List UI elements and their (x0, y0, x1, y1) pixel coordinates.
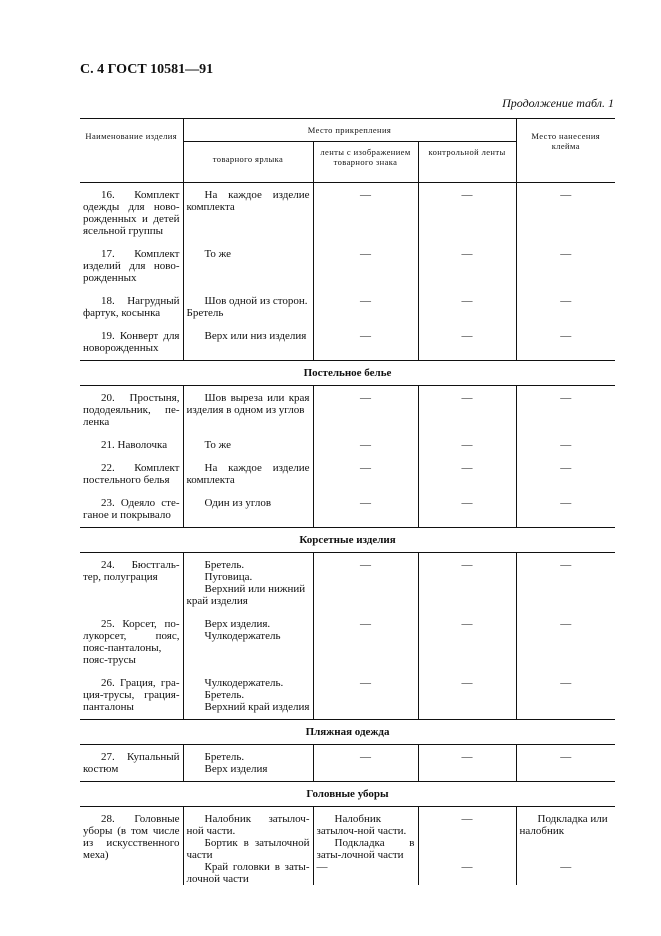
label-place (183, 807, 313, 886)
control-line: — (461, 813, 473, 825)
label-line: Бретель. (204, 689, 245, 701)
stamp-place: — (516, 330, 615, 361)
ribbon-place: — (313, 183, 418, 249)
ribbon-place: — (313, 439, 418, 462)
ribbon-place: — (313, 618, 418, 677)
control-ribbon: — (418, 439, 516, 462)
section-row (80, 361, 615, 386)
label-line: Верх изделия. (204, 618, 271, 630)
control-line: — (461, 861, 473, 873)
table-row (80, 439, 615, 462)
page-title: С. 4 ГОСТ 10581—91 (80, 62, 214, 77)
label-place: Один из углов (183, 497, 313, 528)
item-name: 17. Комплект изделий для ново-рожденных (83, 248, 180, 284)
ribbon-place (313, 807, 418, 886)
label-place (183, 618, 313, 677)
table-row (80, 677, 615, 720)
header-label: товарного ярлыка (183, 142, 313, 183)
stamp-place: — (516, 248, 615, 295)
table-row (80, 497, 615, 528)
section-title: Корсетные изделия (80, 528, 615, 553)
ribbon-place: — (313, 745, 418, 782)
item-name: 18. Нагрудный фартук, косынка (83, 295, 180, 319)
ribbon-place: — (313, 462, 418, 497)
item-name: 28. Головные уборы (в том числе из искусственного меха) (83, 813, 180, 861)
ribbon-line: — (316, 861, 328, 873)
stamp-place: — (516, 677, 615, 720)
control-ribbon: — (418, 745, 516, 782)
table-row (80, 248, 615, 295)
ribbon-place: — (313, 330, 418, 361)
table-row (80, 330, 615, 361)
attachment-table (80, 118, 615, 885)
label-place: На каждое изделие комплекта (183, 183, 313, 249)
item-name: 23. Одеяло сте-ганое и покрывало (80, 497, 183, 528)
section-title: Постельное белье (80, 361, 615, 386)
item-name: 16. Комплект одежды для ново-рожденных и детей ясельной группы (83, 189, 180, 237)
label-line: Бортик в затылочной части (186, 837, 310, 861)
table-row (80, 462, 615, 497)
header-item-name: Наименование изделия (80, 119, 183, 183)
control-ribbon: — (418, 248, 516, 295)
label-line: Чулкодержатель (204, 630, 281, 642)
item-name: 25. Корсет, по-лукорсет, пояс, пояс-панталоны, пояс-трусы (83, 618, 180, 666)
stamp-place: — (516, 497, 615, 528)
section-row (80, 528, 615, 553)
control-ribbon: — (418, 553, 516, 619)
label-line: Бретель. (204, 751, 245, 763)
label-place: То же (183, 248, 313, 295)
stamp-place: — (516, 618, 615, 677)
table-row (80, 745, 615, 782)
table-continuation-note: Продолжение табл. 1 (502, 96, 614, 110)
item-name: 24. Бюстгаль-тер, полуграция (83, 559, 180, 583)
section-title: Пляжная одежда (80, 720, 615, 745)
control-ribbon: — (418, 618, 516, 677)
label-place (183, 745, 313, 782)
item-name: 26. Грация, гра-ция-трусы, грация-панталоны (80, 677, 183, 720)
ribbon-place: — (313, 677, 418, 720)
stamp-place (516, 807, 615, 886)
header-attachment-place: Место прикрепления (183, 119, 516, 142)
item-name: 21. Наволочка (101, 439, 168, 451)
label-place: На каждое изделие комплекта (183, 462, 313, 497)
ribbon-line: Подкладка в заты-лочной части (316, 837, 415, 861)
control-ribbon: — (418, 330, 516, 361)
ribbon-place: — (313, 386, 418, 440)
label-line: Налобник затылоч-ной части. (186, 813, 310, 837)
stamp-place: — (516, 295, 615, 330)
section-row (80, 782, 615, 807)
label-place: То же (183, 439, 313, 462)
stamp-place: — (516, 439, 615, 462)
label-line: Верх изделия (204, 763, 268, 775)
control-ribbon: — (418, 295, 516, 330)
stamp-line: — (560, 861, 572, 873)
section-row (80, 720, 615, 745)
label-line: Пуговица. (204, 571, 253, 583)
control-ribbon (418, 807, 516, 886)
ribbon-place: — (313, 497, 418, 528)
ribbon-line: Налобник затылоч-ной части. (316, 813, 407, 837)
header-ribbon: ленты с изображением товарного знака (313, 142, 418, 183)
label-place: Верх или низ изделия (183, 330, 313, 361)
label-line: Верхний край изделия (204, 701, 310, 713)
label-line: Край головки в заты-лочной части (186, 861, 310, 885)
label-line: Верхний или нижний край изделия (186, 583, 306, 607)
ribbon-place: — (313, 248, 418, 295)
control-ribbon: — (418, 386, 516, 440)
control-ribbon: — (418, 677, 516, 720)
header-stamp-place: Место нанесения клейма (516, 119, 615, 183)
ribbon-place: — (313, 553, 418, 619)
table-row (80, 807, 615, 886)
control-ribbon: — (418, 183, 516, 249)
stamp-place: — (516, 386, 615, 440)
item-name: 27. Купальный костюм (80, 745, 183, 782)
table-row (80, 618, 615, 677)
item-name: 22. Комплект постельного белья (83, 462, 180, 486)
stamp-place: — (516, 462, 615, 497)
table-row (80, 553, 615, 619)
control-ribbon: — (418, 497, 516, 528)
stamp-place: — (516, 745, 615, 782)
table-row (80, 295, 615, 330)
stamp-place: — (516, 553, 615, 619)
stamp-place: — (516, 183, 615, 249)
header-control-ribbon: контрольной ленты (418, 142, 516, 183)
label-line: Бретель. (204, 559, 245, 571)
label-place: Шов одной из сторон. Бретель (183, 295, 313, 330)
table-row (80, 386, 615, 440)
section-title: Головные уборы (80, 782, 615, 807)
label-place: Шов выреза или края изделия в одном из углов (183, 386, 313, 440)
item-name: 19. Конверт для новорожденных (80, 330, 183, 361)
label-place (183, 677, 313, 720)
table-row (80, 183, 615, 249)
item-name: 20. Простыня, пододеяльник, пе-ленка (83, 392, 180, 428)
stamp-line: Подкладка или налобник (519, 813, 608, 837)
ribbon-place: — (313, 295, 418, 330)
control-ribbon: — (418, 462, 516, 497)
label-place (183, 553, 313, 619)
label-line: Чулкодержатель. (204, 677, 284, 689)
